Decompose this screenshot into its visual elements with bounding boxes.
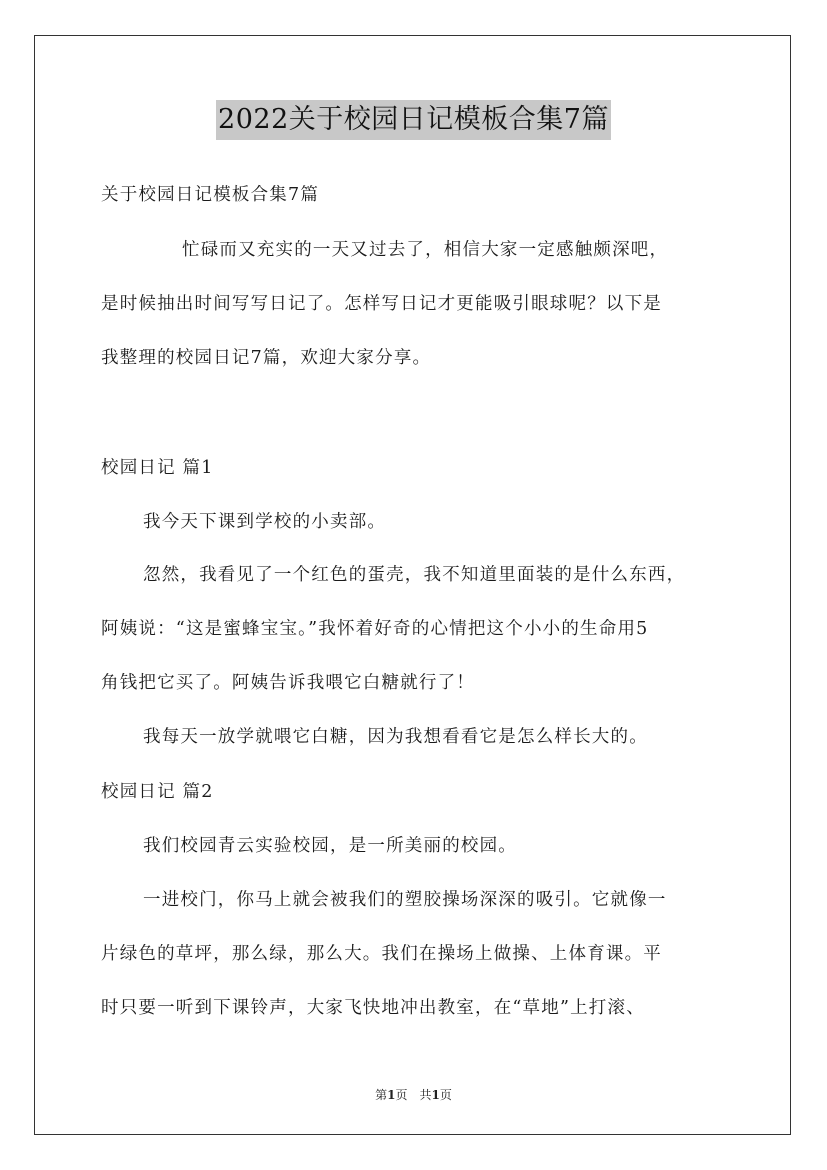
section2-line-1: 我们校园青云实验校园，是一所美丽的校园。 [143,836,517,856]
section1-heading: 校园日记 篇1 [101,458,214,478]
section2-line-4: 时只要一听到下课铃声，大家飞快地冲出教室，在“草地”上打滚、 [101,998,645,1018]
section2-line-3: 片绿色的草坪，那么绿，那么大。我们在操场上做操、上体育课。平 [101,944,662,964]
section1-line-1: 我今天下课到学校的小卖部。 [143,512,387,532]
footer-page-mid: 页 共 [395,1088,432,1102]
footer-page-prefix: 第 [375,1088,388,1102]
section1-line-3: 阿姨说：“这是蜜蜂宝宝。”我怀着好奇的心情把这个小小的生命用5 [101,619,649,639]
footer-page-total: 1 [431,1088,440,1102]
footer-page-suffix: 页 [439,1088,452,1102]
intro-line-2: 是时候抽出时间写写日记了。怎样写日记才更能吸引眼球呢？以下是 [101,294,662,314]
intro-line-3: 我整理的校园日记7篇，欢迎大家分享。 [101,348,432,368]
document-title: 2022关于校园日记模板合集7篇 [216,100,611,140]
section1-line-4: 角钱把它买了。阿姨告诉我喂它白糖就行了！ [101,673,475,693]
page-footer [0,1086,827,1103]
title-wrap [0,100,827,140]
section1-line-5: 我每天一放学就喂它白糖，因为我想看看它是怎么样长大的。 [143,727,648,747]
section2-line-2: 一进校门，你马上就会被我们的塑胶操场深深的吸引。它就像一 [143,890,667,910]
section1-line-2: 忽然，我看见了一个红色的蛋壳，我不知道里面装的是什么东西， [143,565,686,585]
subtitle: 关于校园日记模板合集7篇 [101,185,320,205]
intro-line-1: 忙碌而又充实的一天又过去了，相信大家一定感触颇深吧， [182,240,669,260]
section2-heading: 校园日记 篇2 [101,782,214,802]
footer-page-number: 1 [387,1088,396,1102]
